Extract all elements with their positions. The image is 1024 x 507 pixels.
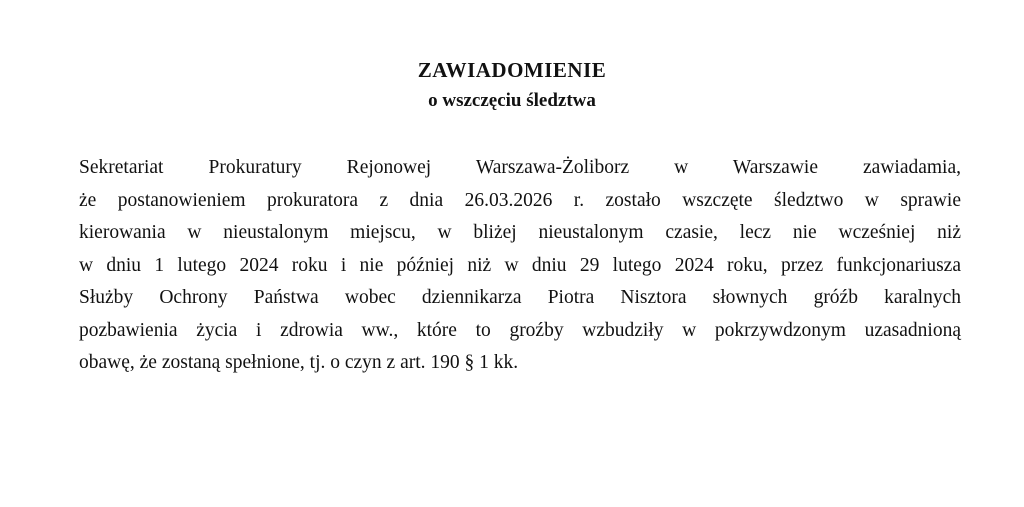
body-line: Służby Ochrony Państwa wobec dziennikarza Piotra Nisztora słownych gróźb karalnych: [79, 287, 961, 308]
document-subtitle: o wszczęciu śledztwa: [428, 90, 596, 111]
body-line: Sekretariat Prokuratury Rejonowej Warszawa-Żoliborz w Warszawie zawiadamia,: [79, 157, 961, 178]
body-line: że postanowieniem prokuratora z dnia 26.03.2026 r. zostało wszczęte śledztwo w sprawie: [79, 189, 961, 211]
body-line: w dniu 1 lutego 2024 roku i nie później niż w dniu 29 lutego 2024 roku, przez funkcjonariusza: [79, 254, 961, 276]
body-line: pozbawienia życia i zdrowia ww., które to groźby wzbudziły w pokrzywdzonym uzasadnioną: [79, 319, 961, 341]
document-title: ZAWIADOMIENIE: [417, 58, 607, 82]
body-line: kierowania w nieustalonym miejscu, w bliżej nieustalonym czasie, lecz nie wcześniej niż: [79, 222, 961, 243]
body-line: obawę, że zostaną spełnione, tj. o czyn z art. 190 § 1 kk.: [79, 352, 519, 373]
notice-body: [79, 152, 961, 380]
